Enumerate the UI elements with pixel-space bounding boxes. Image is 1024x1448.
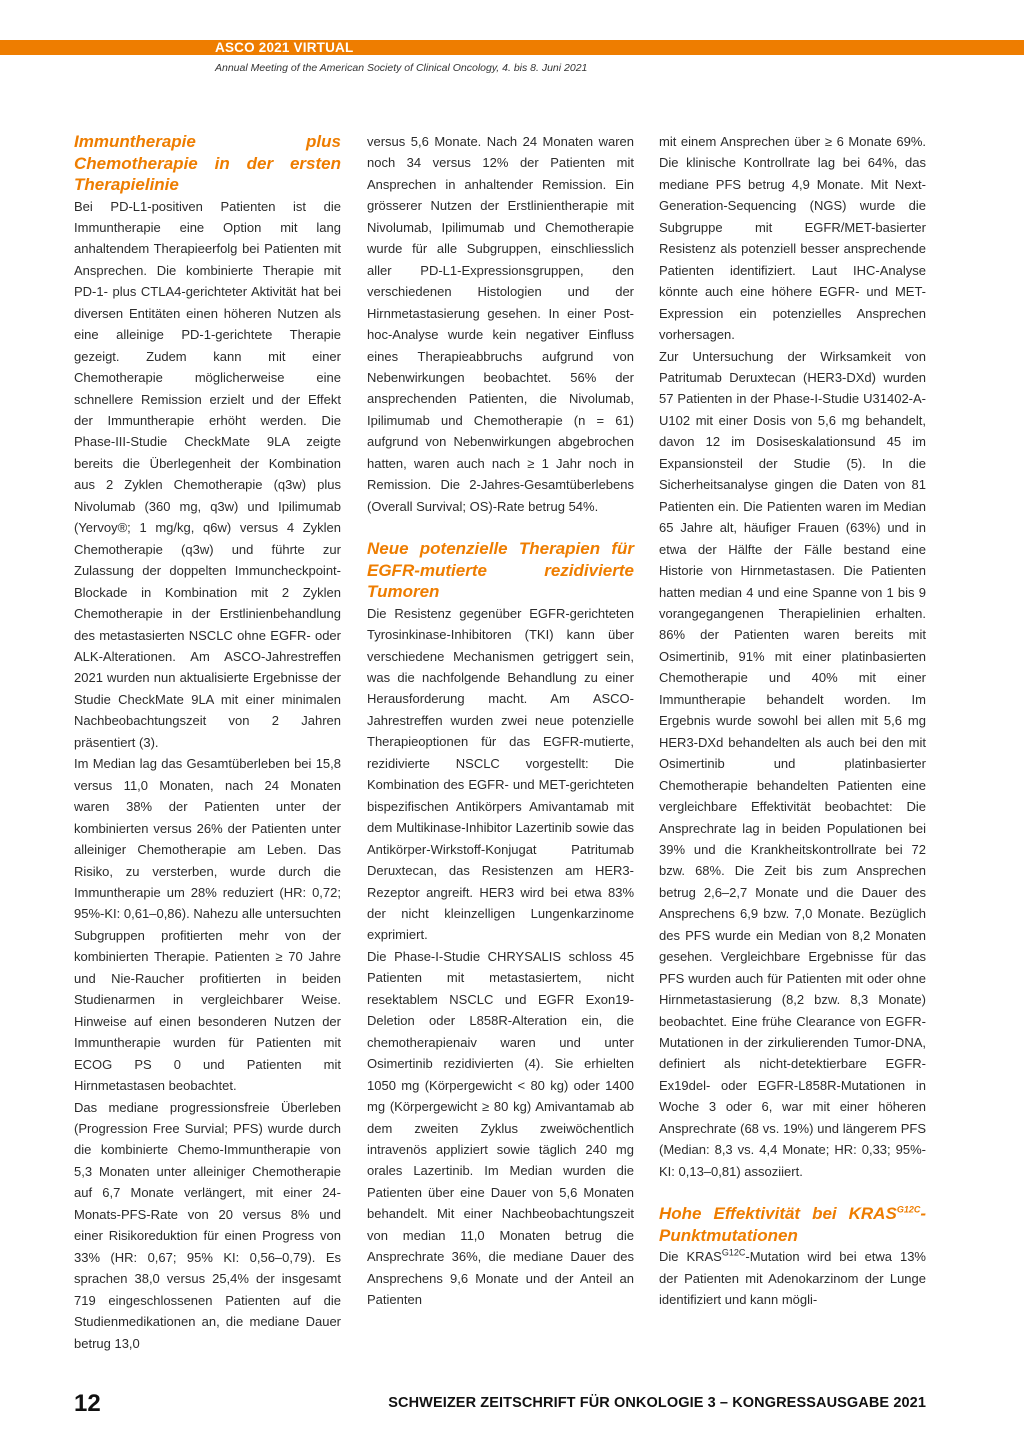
column-2: [367, 131, 634, 1311]
section-heading-egfr: Neue potenzielle Therapien für EGFR-mutierte rezidivierte Tumoren: [367, 539, 634, 602]
header-accent-bar: [0, 40, 1024, 55]
heading-text: -Punktmutationen: [659, 1204, 926, 1245]
superscript: G12C: [721, 1247, 746, 1258]
section-heading-immuntherapie: Immuntherapie plus Chemotherapie in der ersten Therapielinie: [74, 132, 341, 194]
header-title: ASCO 2021 VIRTUAL: [215, 40, 354, 55]
heading-superscript: G12C: [896, 1204, 921, 1215]
paragraph-text: Die KRAS: [659, 1249, 722, 1265]
paragraph: Die Phase-I-Studie CHRYSALIS schloss 45 Patienten mit metastasiertem, nicht resektablem NSCLC und EGFR Exon19-Deletion oder L858R-Alteration ein, die chemotherapienaiv waren und unter Osimertinib rezidivierten (4). Sie erhielten 1050 mg (Körpergewicht < 80 kg) oder 1400 mg (Körpergewicht ≥ 80 kg) Amivantamab ab dem zweiten Zyklus zweiwöchentlich intravenös appliziert sowie täglich 240 mg orales Lazertinib. Im Median wurden die Patienten über eine Dauer von 5,6 Monaten behandelt. Mit einer Nachbeobachtungszeit von median 11,0 Monaten betrug die Ansprechrate 36%, die mediane Dauer des Ansprechens 9,6 Monate und der Anteil an Patienten: [367, 948, 634, 1308]
paragraph: Im Median lag das Gesamtüberleben bei 15,8 versus 11,0 Monaten, nach 24 Monaten waren 38% der Patienten unter der kombinierten versus 26% der Patienten unter alleiniger Chemotherapie am Leben. Das Risiko, zu versterben, wurde durch die Immuntherapie um 28% reduziert (HR: 0,72; 95%-KI: 0,61–0,86). Nahezu alle untersuchten Subgruppen profitierten mehr von der kombinierten Therapie. Patienten ≥ 70 Jahre und Nie-Raucher profitierten in beiden Studienarmen in vergleichbarer Weise. Hinweise auf einen besonderen Nutzen der Immuntherapie wurden für Patienten mit ECOG PS 0 und Patienten mit Hirnmetastasen beobachtet.: [74, 756, 341, 1094]
paragraph: Die Resistenz gegenüber EGFR-gerichteten Tyrosinkinase-Inhibitoren (TKI) kann über verschiedene Mechanismen getriggert sein, was die nachfolgende Behandlung zu einer Herausforderung macht. Am ASCO-Jahrestreffen wurden zwei neue potenzielle Therapieoptionen für das EGFR-mutierte, rezidivierte NSCLC vorgestellt: Die Kombination des EGFR- und MET-gerichteten bispezifischen Antikörpers Amivantamab mit dem Multikinase-Inhibitor Lazertinib sowie das Antikörper-Wirkstoff-Konjugat Patritumab Deruxtecan, das Resistenzen am HER3-Rezeptor angreift. HER3 wird bei etwa 83% der nicht kleinzelligen Lungenkarzinome exprimiert.: [367, 605, 634, 943]
heading-text: Hohe Effektivität bei KRAS: [659, 1204, 897, 1224]
paragraph: Bei PD-L1-positiven Patienten ist die Immuntherapie eine Option mit lang anhaltendem Therapieerfolg bei Patienten mit Ansprechen. Die kombinierte Therapie mit PD-1- plus CTLA4-gerichteter Aktivität hat bei diversen Entitäten einen höheren Nutzen als eine alleinige PD-1-gerichtete Therapie gezeigt. Zudem kann mit einer Chemotherapie möglicherweise eine schnellere Remission erzielt und der Effekt der Immuntherapie erhöht werden. Die Phase-III-Studie CheckMate 9LA zeigte bereits die Überlegenheit der Kombination aus 2 Zyklen Chemotherapie (q3w) plus Nivolumab (360 mg, q3w) und Ipilimumab (Yervoy®; 1 mg/kg, q6w) versus 4 Zyklen Chemotherapie (q3w) und führte zur Zulassung der doppelten Immuncheckpoint-Blockade in Kombination mit 2 Zyklen Chemotherapie in der Erstlinienbehandlung des metastasierten NSCLC ohne EGFR- oder ALK-Alterationen. Am ASCO-Jahrestreffen 2021 wurden nun aktualisierte Ergebnisse der Studie CheckMate 9LA mit einer minimalen Nachbeobachtungszeit von 2 Jahren präsentiert (3).: [74, 198, 341, 750]
paragraph: Das mediane progressionsfreie Überleben (Progression Free Survial; PFS) wurde durch die kombinierte Chemo-Immuntherapie von 5,3 Monaten unter alleiniger Chemotherapie auf 6,7 Monate verlängert, mit einer 24-Monats-PFS-Rate von 20 versus 8% und einer Risikoreduktion für einen Progress von 33% (HR: 0,67; 95% KI: 0,56–0,79). Es sprachen 38,0 versus 25,4% der insgesamt 719 eingeschlossenen Patienten auf die Studienmedikationen an, die mediane Dauer betrug 13,0: [74, 1099, 341, 1351]
section-heading-kras: [659, 1203, 926, 1246]
column-1: [74, 131, 341, 1354]
column-3: [659, 131, 926, 1311]
header-subtitle: Annual Meeting of the American Society of Clinical Oncology, 4. bis 8. Juni 2021: [215, 62, 588, 74]
paragraph: versus 5,6 Monate. Nach 24 Monaten waren noch 34 versus 12% der Patienten mit Ansprechen in anhaltender Remission. Ein grösserer Nutzen der Erstlinientherapie mit Nivolumab, Ipilimumab und Chemotherapie wurde für alle Subgruppen, einschliesslich aller PD-L1-Expressionsgruppen, den verschiedenen Histologien und der Hirnmetastasierung gesehen. In einer Post-hoc-Analyse wurde kein negativer Einfluss eines Therapieabbruchs aufgrund von Nebenwirkungen beobachtet. 56% der ansprechenden Patienten, die Nivolumab, Ipilimumab und Chemotherapie (n = 61) aufgrund von Nebenwirkungen abgebrochen hatten, waren auch nach ≥ 1 Jahr noch in Remission. Die 2-Jahres-Gesamtüberlebens (Overall Survival; OS)-Rate betrug 54%.: [367, 134, 634, 514]
paragraph: Zur Untersuchung der Wirksamkeit von Patritumab Deruxtecan (HER3-DXd) wurden 57 Patienten in der Phase-I-Studie U31402-A-U102 mit einer Dosis von 5,6 mg behandelt, davon 12 im Dosiseskalationsund 45 im Expansionsteil der Studie (5). In die Sicherheitsanalyse gingen die Daten von 81 Patienten ein. Die Patienten waren im Median 65 Jahre alt, häufiger Frauen (63%) und in etwa der Hälfte der Fälle bestand eine Historie von Hirnmetastasen. Die Patienten hatten median 4 und eine Spanne von 1 bis 9 vorangegangenen Therapielinien erhalten. 86% der Patienten waren bereits mit Osimertinib, 91% mit einer platinbasierten Chemotherapie und 40% mit einer Immuntherapie behandelt worden. Im Ergebnis wurde sowohl bei allen mit 5,6 mg HER3-DXd behandelten als auch bei den mit Osimertinib und platinbasierter Chemotherapie behandelten Patienten eine vergleichbare Effektivität beobachtet: Die Ansprechrate lag in beiden Populationen bei 39% und die Krankheitskontrollrate bei 72 bzw. 68%. Die Zeit bis zum Ansprechen betrug 2,6–2,7 Monate und die Dauer des Ansprechens 6,9 bzw. 7,0 Monate. Bezüglich des PFS wurde ein Median von 8,2 Monaten gesehen. Vergleichbare Ergebnisse für das PFS wurden auch für Patienten mit oder ohne Hirnmetastasierung (8,2 bzw. 8,3 Monate) beobachtet. Eine frühe Clearance von EGFR-Mutationen in der zirkulierenden Tumor-DNA, definiert als nicht-detektierbare EGFR-Ex19del- oder EGFR-L858R-Mutationen in Woche 3 oder 6, war mit einer höheren Ansprechrate (68 vs. 19%) und längerem PFS (Median: 8,3 vs. 4,4 Monate; HR: 0,33; 95%-KI: 0,13–0,81) assoziiert.: [659, 348, 926, 1179]
page-number: 12: [74, 1390, 101, 1417]
paragraph: mit einem Ansprechen über ≥ 6 Monate 69%. Die klinische Kontrollrate lag bei 64%, das mediane PFS betrug 4,9 Monate. Mit Next-Generation-Sequencing (NGS) wurde die Subgruppe mit EGFR/MET-basierter Resistenz als potenziell besser ansprechende Patienten identifiziert. Laut IHC-Analyse könnte auch eine höhere EGFR- und MET-Expression ein potenzielles Ansprechen vorhersagen.: [659, 134, 926, 343]
paragraph: [659, 1246, 926, 1310]
journal-title: SCHWEIZER ZEITSCHRIFT FÜR ONKOLOGIE 3 – KONGRESSAUSGABE 2021: [388, 1395, 926, 1411]
paragraph-text: -Mutation wird bei etwa 13% der Patienten mit Adenokarzinom der Lunge identifiziert und kann mögli-: [659, 1249, 926, 1308]
